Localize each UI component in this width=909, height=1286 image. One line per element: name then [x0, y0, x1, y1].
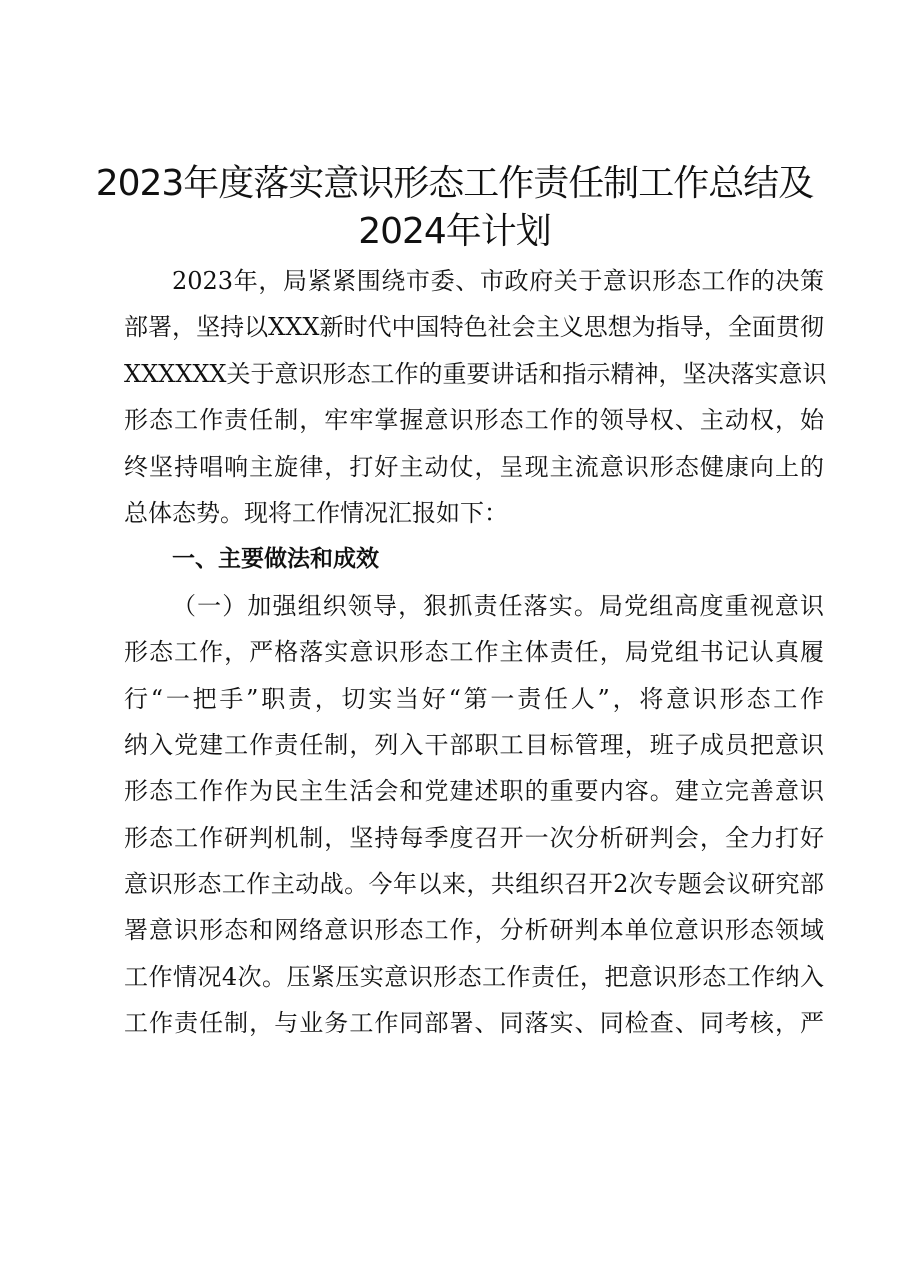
paragraph-line: 形态工作作为民主生活会和党建述职的重要内容。建立完善意识: [124, 777, 824, 806]
paragraph-line: 工作情况4次。压紧压实意识形态工作责任，把意识形态工作纳入: [124, 962, 824, 991]
paragraph-line: 行“一把手”职责，切实当好“第一责任人”，将意识形态工作: [124, 684, 824, 713]
document-title: [60, 160, 849, 256]
title-line-2: 2024年计划: [358, 211, 551, 252]
paragraph-line: XXXXXX关于意识形态工作的重要讲话和指示精神，坚决落实意识: [124, 359, 827, 388]
paragraph-line: 形态工作，严格落实意识形态工作主体责任，局党组书记认真履: [124, 638, 824, 667]
paragraph-line: 形态工作研判机制，坚持每季度召开一次分析研判会，全力打好: [124, 823, 824, 852]
section1-paragraph: [124, 583, 824, 1047]
paragraph-line: 纳入党建工作责任制，列入干部职工目标管理，班子成员把意识: [124, 730, 824, 759]
paragraph-line: 终坚持唱响主旋律，打好主动仗，呈现主流意识形态健康向上的: [124, 452, 824, 481]
paragraph-line: （一）加强组织领导，狠抓责任落实。局党组高度重视意识: [172, 591, 824, 620]
paragraph-line: 2023年，局紧紧围绕市委、市政府关于意识形态工作的决策: [172, 267, 824, 295]
title-line-1: 2023年度落实意识形态工作责任制工作总结及: [95, 163, 814, 204]
paragraph-line: 总体态势。现将工作情况汇报如下：: [124, 498, 508, 527]
paragraph-line: 署意识形态和网络意识形态工作，分析研判本单位意识形态领域: [124, 916, 824, 945]
document-body: [124, 258, 827, 1047]
paragraph-line: 意识形态工作主动战。今年以来，共组织召开2次专题会议研究部: [124, 870, 824, 899]
paragraph-line: 工作责任制，与业务工作同部署、同落实、同检查、同考核，严: [124, 1009, 824, 1038]
intro-paragraph: [124, 258, 827, 536]
paragraph-line: 形态工作责任制，牢牢掌握意识形态工作的领导权、主动权，始: [124, 406, 824, 435]
section-heading: 一、主要做法和成效: [172, 546, 379, 573]
paragraph-line: 部署，坚持以XXX新时代中国特色社会主义思想为指导，全面贯彻: [124, 313, 824, 342]
